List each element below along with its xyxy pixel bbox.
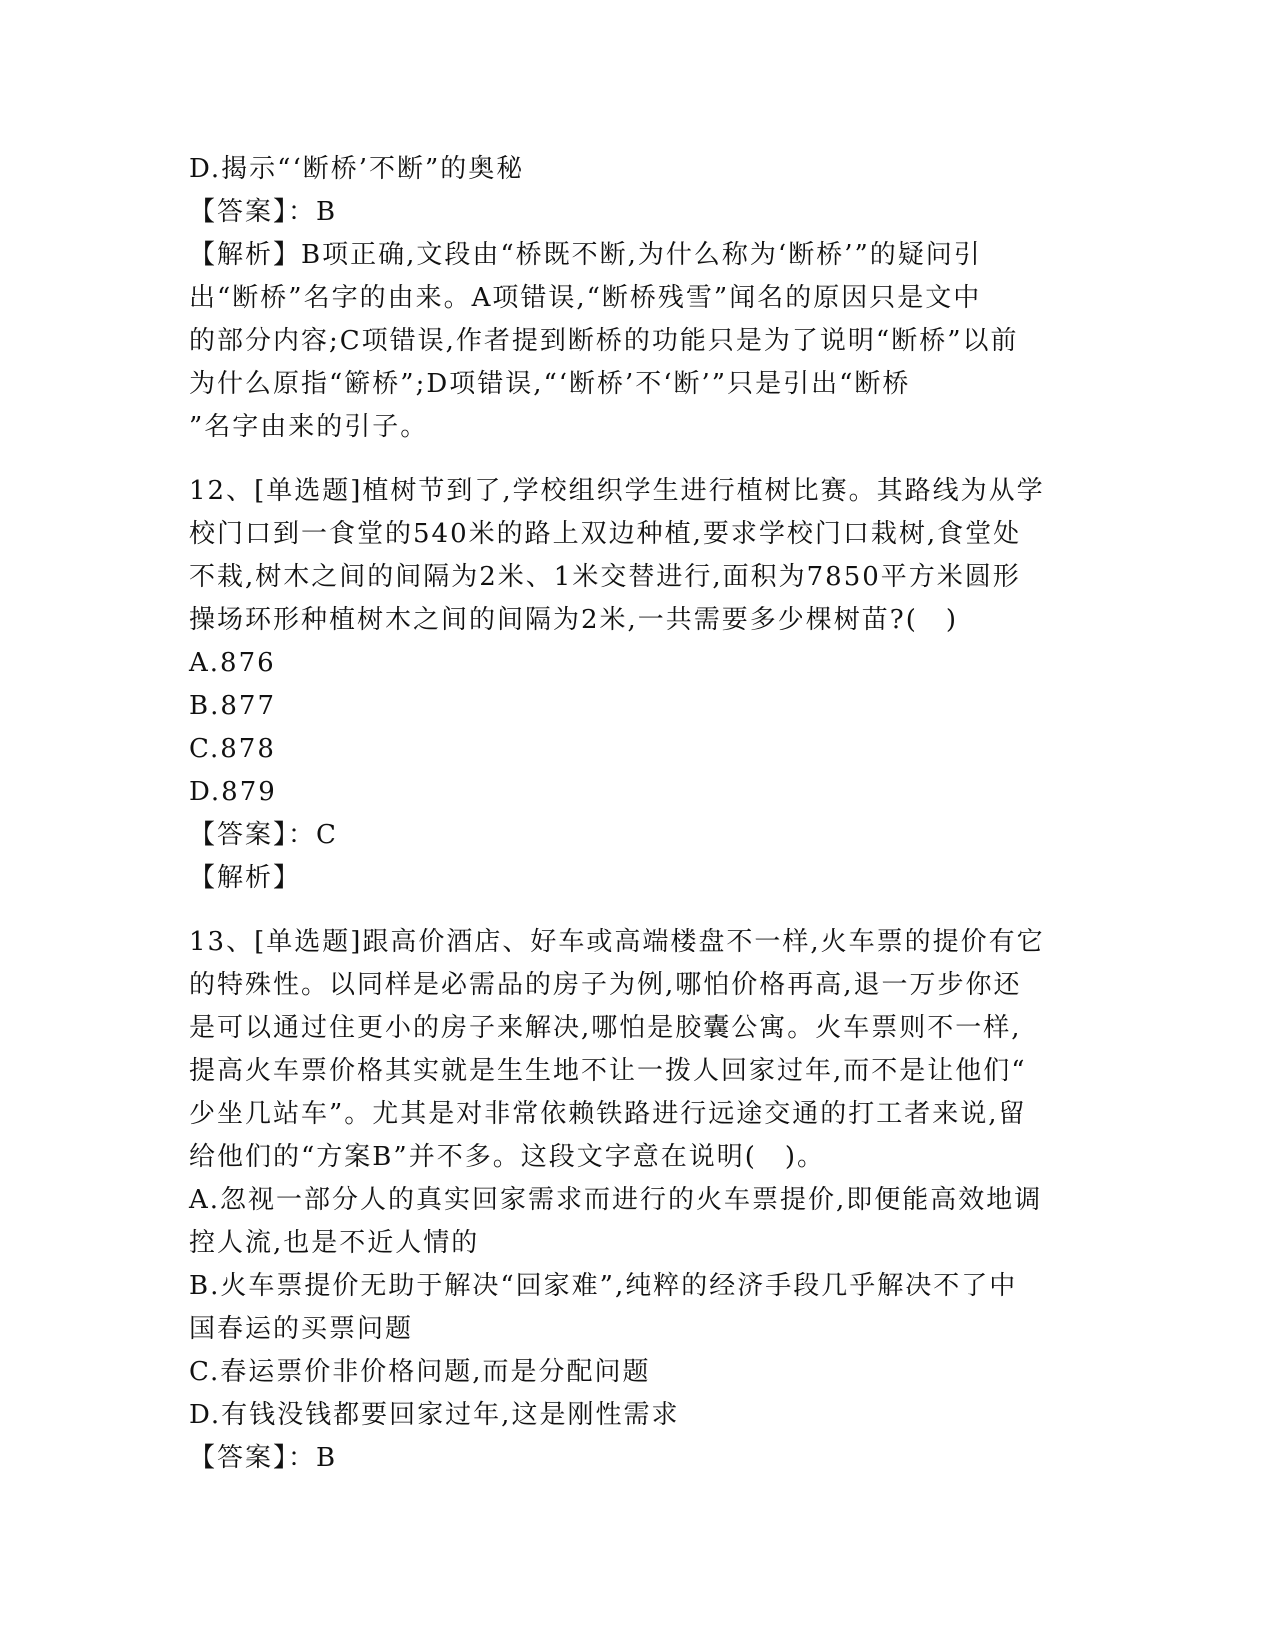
q13-answer: 【答案】：B [189,1443,338,1473]
q12-stem-line: 12、[单选题]植树节到了,学校组织学生进行植树比赛。其路线为从学 [189,476,1045,506]
q13-option-line: 控人流,也是不近人情的 [189,1228,480,1258]
q13-stem-line: 是可以通过住更小的房子来解决,哪怕是胶囊公寓。火车票则不一样, [189,1013,1022,1043]
q13-stem-line: 的特殊性。以同样是必需品的房子为例,哪怕价格再高,退一万步你还 [189,970,1022,1000]
q13-option-line: A.忽视一部分人的真实回家需求而进行的火车票提价,即便能高效地调 [189,1185,1043,1215]
document-page [189,148,1089,1480]
q11-option-d: D.揭示“‘断桥’不断”的奥秘 [189,154,525,184]
q12-stem-line: 操场环形种植树木之间的间隔为2米,一共需要多少棵树苗?( ) [189,605,959,635]
q13-option-line: 国春运的买票问题 [189,1314,414,1344]
q13-option-line: D.有钱没钱都要回家过年,这是刚性需求 [189,1400,680,1430]
q12-stem-line: 不栽,树木之间的间隔为2米、1米交替进行,面积为7850平方米圆形 [189,562,1021,592]
q12-stem-line: 校门口到一食堂的540米的路上双边种植,要求学校门口栽树,食堂处 [189,519,1022,549]
q12-option-d: D.879 [189,777,277,807]
q11-analysis-line: 出“断桥”名字的由来。A项错误,“断桥残雪”闻名的原因只是文中 [189,283,982,313]
q12-analysis: 【解析】 [189,863,302,893]
q11-analysis-line: 的部分内容;C项错误,作者提到断桥的功能只是为了说明“断桥”以前 [189,326,1019,356]
q13-stem-line: 提高火车票价格其实就是生生地不让一拨人回家过年,而不是让他们“ [189,1056,1027,1086]
q12-option-a: A.876 [189,648,276,678]
q13-stem-line: 少坐几站车”。尤其是对非常依赖铁路进行远途交通的打工者来说,留 [189,1099,1027,1129]
question-separator [189,900,1089,921]
q11-answer: 【答案】：B [189,197,338,227]
q11-analysis-line: 为什么原指“簖桥”;D项错误,“‘断桥’不‘断’”只是引出“断桥 [189,369,911,399]
q13-option-line: B.火车票提价无助于解决“回家难”,纯粹的经济手段几乎解决不了中 [189,1271,1018,1301]
q13-option-line: C.春运票价非价格问题,而是分配问题 [189,1357,651,1387]
q13-stem-line: 13、[单选题]跟高价酒店、好车或高端楼盘不一样,火车票的提价有它 [189,927,1045,957]
q12-answer: 【答案】：C [189,820,338,850]
q13-stem-line: 给他们的“方案B”并不多。这段文字意在说明( )。 [189,1142,825,1172]
question-separator [189,449,1089,470]
q11-analysis-line: 【解析】B项正确,文段由“桥既不断,为什么称为‘断桥’”的疑问引 [189,240,982,270]
q12-option-b: B.877 [189,691,276,721]
q12-option-c: C.878 [189,734,276,764]
q11-analysis-line: ”名字由来的引子。 [189,412,429,442]
